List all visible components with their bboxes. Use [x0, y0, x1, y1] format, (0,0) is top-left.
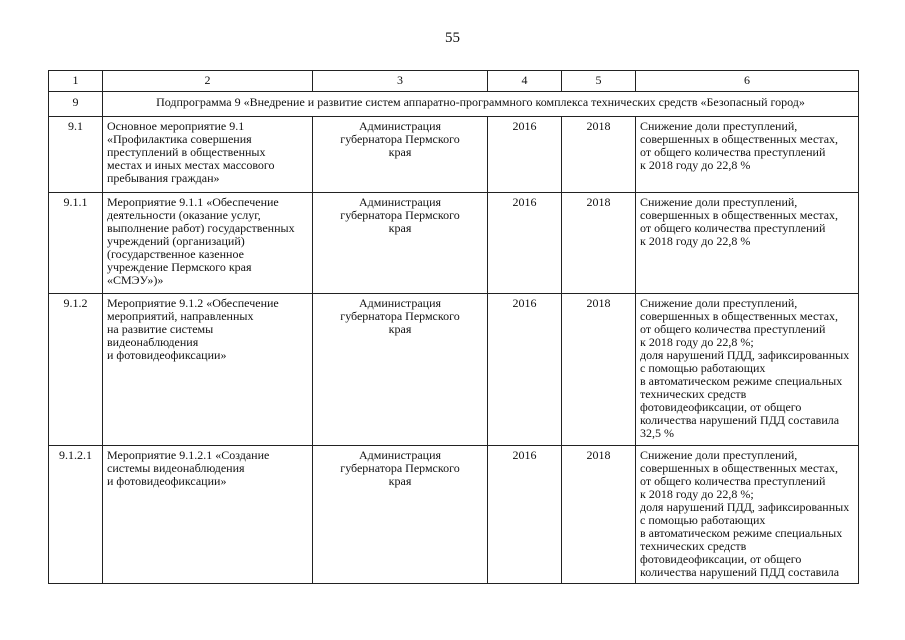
table-row [49, 446, 859, 584]
responsible-org: Администрация губернатора Пермского края [313, 446, 488, 584]
expected-result: Снижение доли преступлений, совершенных в общественных местах, от общего количества преступлений к 2018 году до 22,8 % [636, 193, 859, 294]
header-cell: 5 [562, 71, 636, 92]
row-number: 9.1.2.1 [49, 446, 103, 584]
header-cell: 2 [103, 71, 313, 92]
row-number: 9.1.2 [49, 294, 103, 446]
activity-name: Мероприятие 9.1.1 «Обеспечение деятельности (оказание услуг, выполнение работ) государственных учреждений (организаций) (государственное казенное учреждение Пермского края «СМЭУ»)» [103, 193, 313, 294]
start-year: 2016 [488, 117, 562, 193]
header-cell: 1 [49, 71, 103, 92]
start-year: 2016 [488, 193, 562, 294]
row-number: 9.1 [49, 117, 103, 193]
header-cell: 3 [313, 71, 488, 92]
expected-result: Снижение доли преступлений, совершенных в общественных местах, от общего количества преступлений к 2018 году до 22,8 %; доля нарушений ПДД, зафиксированных с помощью работающих в автоматическом режиме специальных технических средств фотовидеофиксации, от общего количества нарушений ПДД составила [636, 446, 859, 584]
header-cell: 4 [488, 71, 562, 92]
start-year: 2016 [488, 446, 562, 584]
subprogram-number: 9 [49, 92, 103, 117]
end-year: 2018 [562, 193, 636, 294]
responsible-org: Администрация губернатора Пермского края [313, 117, 488, 193]
activity-name: Основное мероприятие 9.1 «Профилактика совершения преступлений в общественных местах и иных местах массового пребывания граждан» [103, 117, 313, 193]
header-cell: 6 [636, 71, 859, 92]
end-year: 2018 [562, 294, 636, 446]
responsible-org: Администрация губернатора Пермского края [313, 294, 488, 446]
table-row [49, 117, 859, 193]
expected-result: Снижение доли преступлений, совершенных в общественных местах, от общего количества преступлений к 2018 году до 22,8 %; доля нарушений ПДД, зафиксированных с помощью работающих в автоматическом режиме специальных технических средств фотовидеофиксации, от общего количества нарушений ПДД составила 32,5 % [636, 294, 859, 446]
activity-name: Мероприятие 9.1.2.1 «Создание системы видеонаблюдения и фотовидеофиксации» [103, 446, 313, 584]
table-row [49, 294, 859, 446]
expected-result: Снижение доли преступлений, совершенных в общественных местах, от общего количества преступлений к 2018 году до 22,8 % [636, 117, 859, 193]
program-table [48, 70, 859, 584]
subprogram-title: Подпрограмма 9 «Внедрение и развитие систем аппаратно-программного комплекса технических средств «Безопасный город» [103, 92, 859, 117]
end-year: 2018 [562, 446, 636, 584]
start-year: 2016 [488, 294, 562, 446]
header-row [49, 71, 859, 92]
responsible-org: Администрация губернатора Пермского края [313, 193, 488, 294]
table-row [49, 193, 859, 294]
row-number: 9.1.1 [49, 193, 103, 294]
page-number: 55 [445, 30, 460, 46]
subprogram-row [49, 92, 859, 117]
activity-name: Мероприятие 9.1.2 «Обеспечение мероприятий, направленных на развитие системы видеонаблюдения и фотовидеофиксации» [103, 294, 313, 446]
end-year: 2018 [562, 117, 636, 193]
